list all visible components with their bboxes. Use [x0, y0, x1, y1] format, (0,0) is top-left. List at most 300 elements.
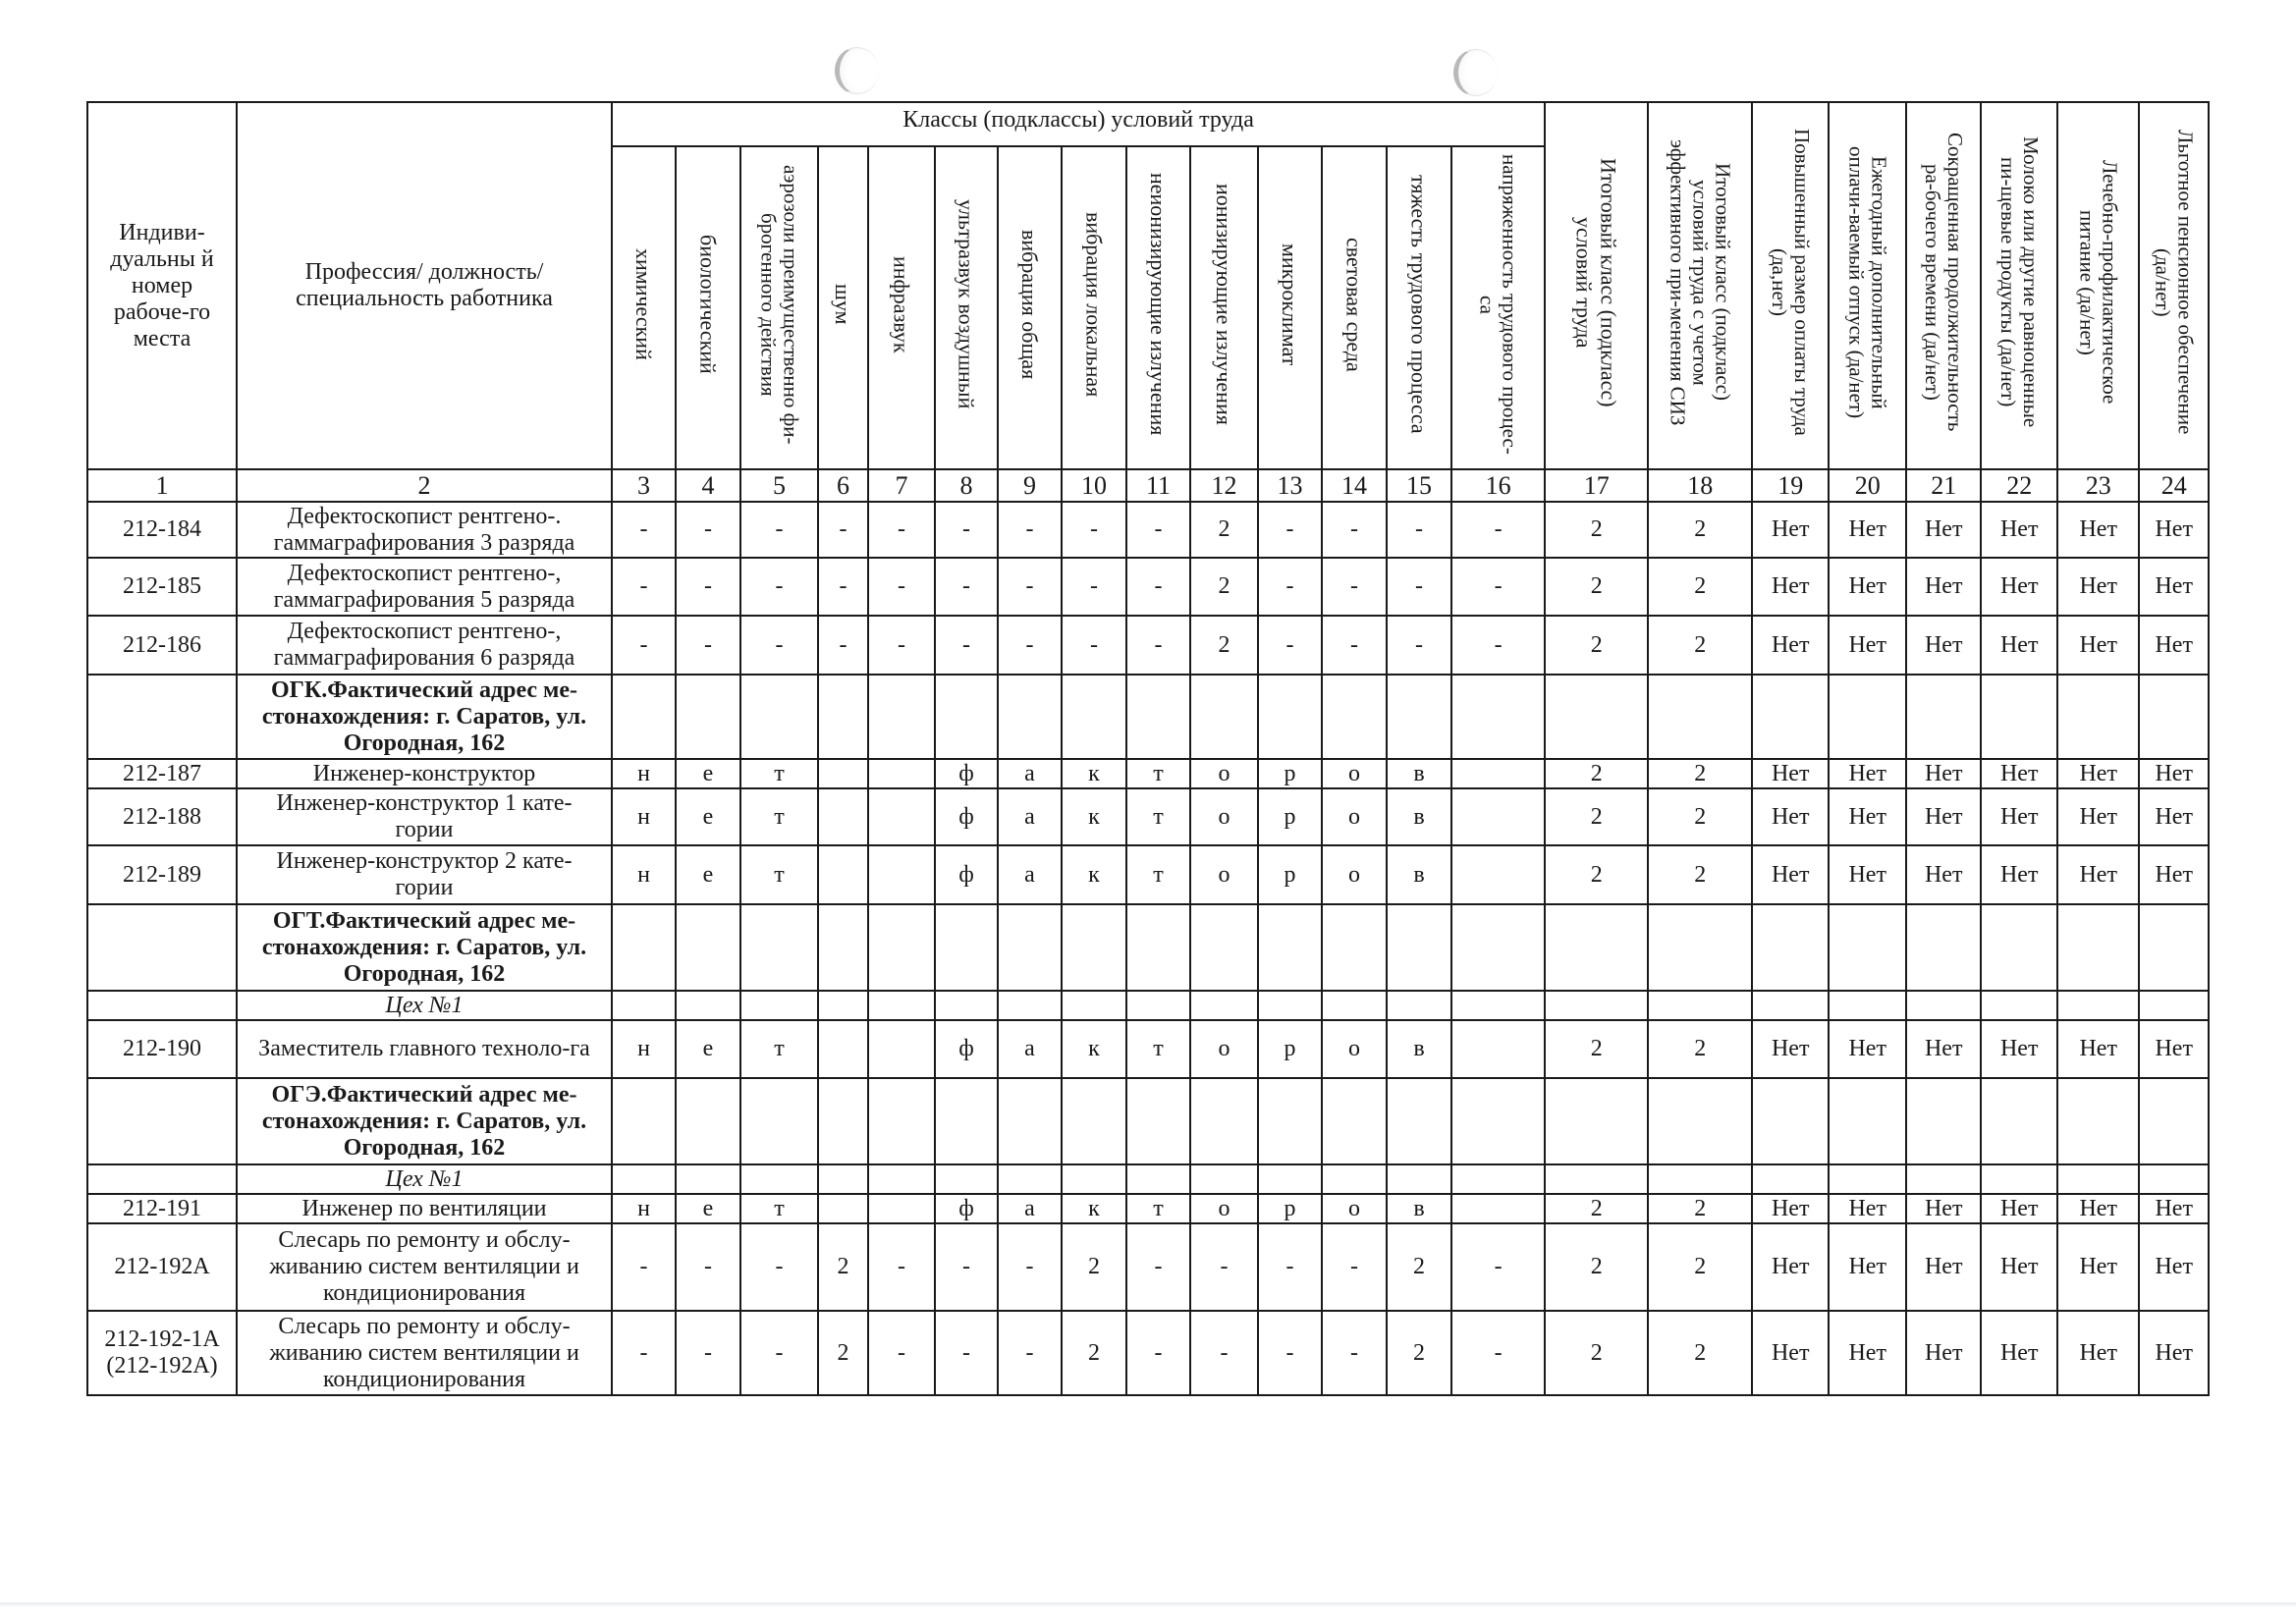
column-number-15: 15	[1387, 469, 1451, 502]
factor-class-9: -	[1126, 616, 1190, 675]
final-class-1: 2	[1545, 1194, 1648, 1223]
factor-class-2	[676, 991, 740, 1020]
factor-class-3	[740, 904, 818, 991]
final-class-2: 2	[1648, 558, 1752, 616]
column-number-4: 4	[676, 469, 740, 502]
final-class-1: 2	[1545, 1311, 1648, 1395]
guarantee-1	[1752, 1164, 1829, 1194]
factor-class-8: 2	[1062, 1223, 1126, 1311]
column-number-14: 14	[1322, 469, 1387, 502]
guarantee-4	[1981, 904, 2057, 991]
factor-class-13	[1387, 1078, 1451, 1164]
header-factor-9-label: неионизирующие излучения	[1146, 173, 1171, 436]
guarantee-6: Нет	[2139, 558, 2209, 616]
final-class-2	[1648, 1164, 1752, 1194]
section-row	[87, 675, 2209, 759]
factor-class-14	[1451, 904, 1545, 991]
guarantee-3: Нет	[1906, 1194, 1981, 1223]
factor-class-9	[1126, 1164, 1190, 1194]
factor-class-8	[1062, 1164, 1126, 1194]
factor-class-13: в	[1387, 1020, 1451, 1078]
factor-class-12	[1322, 904, 1387, 991]
factor-class-14: -	[1451, 1311, 1545, 1395]
factor-class-13: -	[1387, 502, 1451, 558]
guarantee-4	[1981, 675, 2057, 759]
column-number-18: 18	[1648, 469, 1752, 502]
factor-class-4	[818, 845, 868, 904]
guarantee-5: Нет	[2057, 1020, 2139, 1078]
factor-class-5: -	[868, 1223, 935, 1311]
guarantee-1: Нет	[1752, 759, 1829, 788]
profession-name: Заместитель главного техноло-га	[237, 1020, 612, 1078]
factor-class-11: -	[1258, 502, 1322, 558]
factor-class-13: в	[1387, 1194, 1451, 1223]
header-factor-13	[1387, 146, 1451, 469]
final-class-2: 2	[1648, 1311, 1752, 1395]
factor-class-1	[612, 1164, 676, 1194]
factor-class-11: р	[1258, 1194, 1322, 1223]
factor-class-12: о	[1322, 759, 1387, 788]
factor-class-3	[740, 1078, 818, 1164]
guarantee-1: Нет	[1752, 616, 1829, 675]
header-summary-5	[1906, 102, 1981, 469]
guarantee-4	[1981, 1164, 2057, 1194]
factor-class-3: т	[740, 1194, 818, 1223]
factor-class-1: н	[612, 845, 676, 904]
factor-class-2: е	[676, 845, 740, 904]
guarantee-2: Нет	[1829, 788, 1906, 845]
profession-name: Инженер-конструктор 2 кате-гории	[237, 845, 612, 904]
factor-class-2	[676, 904, 740, 991]
column-number-19: 19	[1752, 469, 1829, 502]
factor-class-1: -	[612, 616, 676, 675]
guarantee-1: Нет	[1752, 788, 1829, 845]
guarantee-6	[2139, 991, 2209, 1020]
table-row	[87, 1194, 2209, 1223]
factor-class-2: е	[676, 1020, 740, 1078]
factor-class-11	[1258, 675, 1322, 759]
column-number-20: 20	[1829, 469, 1906, 502]
factor-class-7: -	[998, 1311, 1062, 1395]
column-number-6: 6	[818, 469, 868, 502]
factor-class-6: ф	[935, 845, 998, 904]
factor-class-7: а	[998, 759, 1062, 788]
final-class-1	[1545, 1078, 1648, 1164]
guarantee-1	[1752, 675, 1829, 759]
guarantee-5: Нет	[2057, 558, 2139, 616]
header-factor-12	[1322, 146, 1387, 469]
column-number-11: 11	[1126, 469, 1190, 502]
factor-class-1	[612, 991, 676, 1020]
factor-class-12: -	[1322, 1311, 1387, 1395]
final-class-1: 2	[1545, 616, 1648, 675]
factor-class-12	[1322, 675, 1387, 759]
guarantee-1: Нет	[1752, 558, 1829, 616]
guarantee-4: Нет	[1981, 788, 2057, 845]
factor-class-2: -	[676, 1311, 740, 1395]
factor-class-6: -	[935, 1223, 998, 1311]
profession-name: Слесарь по ремонту и обслу-живанию систем вентиляции и кондиционирования	[237, 1223, 612, 1311]
factor-class-3: -	[740, 1311, 818, 1395]
table-row	[87, 788, 2209, 845]
guarantee-5	[2057, 991, 2139, 1020]
factor-class-13	[1387, 904, 1451, 991]
column-number-22: 22	[1981, 469, 2057, 502]
factor-class-11: -	[1258, 616, 1322, 675]
working-conditions-table	[86, 101, 2210, 1396]
factor-class-3: т	[740, 788, 818, 845]
header-factor-10	[1190, 146, 1258, 469]
column-number-24: 24	[2139, 469, 2209, 502]
factor-class-13: в	[1387, 759, 1451, 788]
profession-name: Слесарь по ремонту и обслу-живанию систем вентиляции и кондиционирования	[237, 1311, 612, 1395]
guarantee-6: Нет	[2139, 1311, 2209, 1395]
final-class-1	[1545, 1164, 1648, 1194]
factor-class-12	[1322, 1164, 1387, 1194]
factor-class-11: -	[1258, 558, 1322, 616]
factor-class-14	[1451, 675, 1545, 759]
guarantee-3	[1906, 1164, 1981, 1194]
factor-class-5	[868, 675, 935, 759]
guarantee-6	[2139, 904, 2209, 991]
factor-class-1	[612, 675, 676, 759]
table-row	[87, 759, 2209, 788]
column-number-21: 21	[1906, 469, 1981, 502]
factor-class-7	[998, 675, 1062, 759]
header-factor-7-label: вибрация общая	[1017, 229, 1042, 380]
factor-class-7: а	[998, 1020, 1062, 1078]
column-number-2: 2	[237, 469, 612, 502]
final-class-2: 2	[1648, 616, 1752, 675]
factor-class-14: -	[1451, 1223, 1545, 1311]
factor-class-5: -	[868, 558, 935, 616]
factor-class-8: к	[1062, 1194, 1126, 1223]
header-factor-5-label: инфразвук	[889, 255, 914, 353]
factor-class-11: р	[1258, 845, 1322, 904]
factor-class-14: -	[1451, 502, 1545, 558]
punch-hole-left	[835, 47, 879, 94]
factor-class-6	[935, 991, 998, 1020]
factor-class-4	[818, 1164, 868, 1194]
header-summary-6-label: Молоко или другие равноценные пи-щевые продукты (да/нет)	[1996, 136, 2044, 428]
factor-class-5	[868, 759, 935, 788]
factor-class-3	[740, 991, 818, 1020]
factor-class-12	[1322, 991, 1387, 1020]
factor-class-6	[935, 904, 998, 991]
header-summary-5-label: Сокращенная продолжительность ра-бочего времени (да/нет)	[1921, 133, 1968, 432]
factor-class-11	[1258, 991, 1322, 1020]
header-summary-2	[1648, 102, 1752, 469]
workplace-id: 212-188	[87, 788, 237, 845]
factor-class-14	[1451, 845, 1545, 904]
guarantee-6: Нет	[2139, 1020, 2209, 1078]
guarantee-6: Нет	[2139, 845, 2209, 904]
guarantee-2: Нет	[1829, 1194, 1906, 1223]
column-number-3: 3	[612, 469, 676, 502]
factor-class-4: 2	[818, 1223, 868, 1311]
department-address: ОГК.Фактический адрес ме-стонахождения: г. Саратов, ул. Огородная, 162	[237, 675, 612, 759]
guarantee-3: Нет	[1906, 1020, 1981, 1078]
factor-class-4	[818, 675, 868, 759]
factor-class-8: -	[1062, 616, 1126, 675]
table-row	[87, 1311, 2209, 1395]
table-row	[87, 558, 2209, 616]
section-row	[87, 1078, 2209, 1164]
header-classes-title: Классы (подклассы) условий труда	[612, 102, 1545, 146]
column-number-8: 8	[935, 469, 998, 502]
factor-class-7: -	[998, 558, 1062, 616]
workplace-id: 212-192-1А (212-192А)	[87, 1311, 237, 1395]
header-summary-6	[1981, 102, 2057, 469]
factor-class-3: -	[740, 558, 818, 616]
factor-class-8: к	[1062, 788, 1126, 845]
guarantee-3	[1906, 991, 1981, 1020]
factor-class-2: -	[676, 1223, 740, 1311]
guarantee-1	[1752, 991, 1829, 1020]
factor-class-11: р	[1258, 759, 1322, 788]
factor-class-12: -	[1322, 616, 1387, 675]
guarantee-5: Нет	[2057, 1223, 2139, 1311]
factor-class-10: о	[1190, 845, 1258, 904]
factor-class-4	[818, 991, 868, 1020]
guarantee-2: Нет	[1829, 1311, 1906, 1395]
guarantee-5	[2057, 904, 2139, 991]
guarantee-6	[2139, 1078, 2209, 1164]
factor-class-14	[1451, 1194, 1545, 1223]
header-summary-4-label: Ежегодный дополнительный оплачи-ваемый отпуск (да/нет)	[1844, 145, 1891, 419]
factor-class-4: 2	[818, 1311, 868, 1395]
department-address: ОГТ.Фактический адрес ме-стонахождения: г. Саратов, ул. Огородная, 162	[237, 904, 612, 991]
factor-class-8: -	[1062, 558, 1126, 616]
factor-class-9: т	[1126, 788, 1190, 845]
header-factor-5	[868, 146, 935, 469]
factor-class-10: -	[1190, 1311, 1258, 1395]
factor-class-4	[818, 1020, 868, 1078]
guarantee-3	[1906, 904, 1981, 991]
guarantee-2: Нет	[1829, 845, 1906, 904]
guarantee-4: Нет	[1981, 502, 2057, 558]
header-summary-1-label: Итоговый класс (подкласс) условий труда	[1571, 157, 1621, 407]
workplace-id: 212-187	[87, 759, 237, 788]
factor-class-2: -	[676, 502, 740, 558]
factor-class-1: -	[612, 1223, 676, 1311]
final-class-2: 2	[1648, 1223, 1752, 1311]
header-factor-11-label: микроклимат	[1278, 243, 1302, 366]
guarantee-2: Нет	[1829, 1020, 1906, 1078]
factor-class-3: т	[740, 759, 818, 788]
factor-class-7: а	[998, 845, 1062, 904]
factor-class-11: -	[1258, 1311, 1322, 1395]
final-class-1: 2	[1545, 558, 1648, 616]
factor-class-2	[676, 1164, 740, 1194]
factor-class-2: е	[676, 788, 740, 845]
workplace-id: 212-189	[87, 845, 237, 904]
final-class-2	[1648, 904, 1752, 991]
profession-name: Дефектоскопист рентгено-. гаммаграфирования 3 разряда	[237, 502, 612, 558]
final-class-2: 2	[1648, 1020, 1752, 1078]
column-number-5: 5	[740, 469, 818, 502]
factor-class-8: к	[1062, 1020, 1126, 1078]
factor-class-13: в	[1387, 845, 1451, 904]
factor-class-6: -	[935, 502, 998, 558]
factor-class-7: а	[998, 788, 1062, 845]
final-class-1: 2	[1545, 788, 1648, 845]
factor-class-5	[868, 904, 935, 991]
guarantee-6: Нет	[2139, 1194, 2209, 1223]
factor-class-14	[1451, 991, 1545, 1020]
header-summary-8-label: Льготное пенсионное обеспечение (да/нет)	[2151, 130, 2198, 435]
column-number-23: 23	[2057, 469, 2139, 502]
factor-class-14	[1451, 1164, 1545, 1194]
header-summary-7-label: Лечебно-профилактическое питание (да/нет)	[2075, 160, 2122, 405]
final-class-1: 2	[1545, 502, 1648, 558]
guarantee-6	[2139, 675, 2209, 759]
factor-class-4	[818, 1078, 868, 1164]
column-number-12: 12	[1190, 469, 1258, 502]
header-factor-13-label: тяжесть трудового процесса	[1406, 175, 1432, 434]
factor-class-13	[1387, 991, 1451, 1020]
factor-class-10: 2	[1190, 502, 1258, 558]
factor-class-6	[935, 1164, 998, 1194]
header-row-top	[87, 102, 2209, 146]
factor-class-13: 2	[1387, 1311, 1451, 1395]
guarantee-3: Нет	[1906, 1311, 1981, 1395]
factor-class-2: е	[676, 759, 740, 788]
column-number-9: 9	[998, 469, 1062, 502]
factor-class-3: -	[740, 1223, 818, 1311]
factor-class-12: о	[1322, 1194, 1387, 1223]
guarantee-2: Нет	[1829, 1223, 1906, 1311]
factor-class-12	[1322, 1078, 1387, 1164]
guarantee-6: Нет	[2139, 759, 2209, 788]
final-class-1	[1545, 675, 1648, 759]
factor-class-4	[818, 1194, 868, 1223]
guarantee-4	[1981, 991, 2057, 1020]
factor-class-6	[935, 675, 998, 759]
factor-class-13: -	[1387, 558, 1451, 616]
factor-class-1: н	[612, 788, 676, 845]
header-factor-6	[935, 146, 998, 469]
workshop-label: Цех №1	[237, 1164, 612, 1194]
guarantee-4: Нет	[1981, 558, 2057, 616]
final-class-2	[1648, 991, 1752, 1020]
workplace-id	[87, 1164, 237, 1194]
guarantee-5	[2057, 1078, 2139, 1164]
factor-class-3: -	[740, 502, 818, 558]
header-factor-2	[676, 146, 740, 469]
header-factor-11	[1258, 146, 1322, 469]
factor-class-2	[676, 1078, 740, 1164]
factor-class-7: -	[998, 616, 1062, 675]
final-class-2	[1648, 675, 1752, 759]
factor-class-4: -	[818, 558, 868, 616]
factor-class-2: -	[676, 616, 740, 675]
factor-class-5	[868, 1194, 935, 1223]
header-factor-9	[1126, 146, 1190, 469]
factor-class-9: -	[1126, 502, 1190, 558]
factor-class-10: 2	[1190, 616, 1258, 675]
factor-class-1: -	[612, 558, 676, 616]
factor-class-5	[868, 1164, 935, 1194]
header-factor-8-label: вибрация локальная	[1081, 211, 1107, 398]
workplace-id	[87, 675, 237, 759]
guarantee-2	[1829, 904, 1906, 991]
workplace-id	[87, 991, 237, 1020]
factor-class-10	[1190, 1164, 1258, 1194]
factor-class-10: -	[1190, 1223, 1258, 1311]
factor-class-1: н	[612, 1020, 676, 1078]
factor-class-9: -	[1126, 1311, 1190, 1395]
factor-class-1: -	[612, 502, 676, 558]
guarantee-6: Нет	[2139, 502, 2209, 558]
header-summary-7	[2057, 102, 2139, 469]
factor-class-6: -	[935, 558, 998, 616]
header-factor-14-label: напряженность трудового процес-са	[1475, 154, 1522, 455]
factor-class-8: к	[1062, 759, 1126, 788]
table-row	[87, 616, 2209, 675]
factor-class-9	[1126, 675, 1190, 759]
header-workplace-id: Индиви-дуальны й номер рабоче-го места	[87, 102, 237, 469]
guarantee-4: Нет	[1981, 845, 2057, 904]
profession-name: Инженер по вентиляции	[237, 1194, 612, 1223]
factor-class-11: р	[1258, 1020, 1322, 1078]
guarantee-2	[1829, 675, 1906, 759]
factor-class-1: н	[612, 1194, 676, 1223]
header-factor-2-label: биологический	[695, 235, 721, 374]
guarantee-4: Нет	[1981, 1223, 2057, 1311]
guarantee-1: Нет	[1752, 1194, 1829, 1223]
table-row	[87, 845, 2209, 904]
header-factor-12-label: световая среда	[1341, 237, 1367, 372]
factor-class-8: -	[1062, 502, 1126, 558]
final-class-2: 2	[1648, 1194, 1752, 1223]
guarantee-4: Нет	[1981, 759, 2057, 788]
factor-class-9	[1126, 991, 1190, 1020]
workplace-id: 212-186	[87, 616, 237, 675]
guarantee-4: Нет	[1981, 1194, 2057, 1223]
factor-class-6: -	[935, 616, 998, 675]
factor-class-2: -	[676, 558, 740, 616]
factor-class-14	[1451, 759, 1545, 788]
guarantee-1: Нет	[1752, 845, 1829, 904]
table-row	[87, 502, 2209, 558]
profession-name: Дефектоскопист рентгено-, гаммаграфирования 5 разряда	[237, 558, 612, 616]
factor-class-14	[1451, 1020, 1545, 1078]
column-number-17: 17	[1545, 469, 1648, 502]
header-summary-2-label: Итоговый класс (подкласс) условий труда с учетом эффективного при-менения СИЗ	[1666, 138, 1735, 426]
factor-class-9: т	[1126, 1194, 1190, 1223]
guarantee-4	[1981, 1078, 2057, 1164]
factor-class-10: о	[1190, 759, 1258, 788]
final-class-1: 2	[1545, 1020, 1648, 1078]
final-class-1: 2	[1545, 1223, 1648, 1311]
header-factor-1	[612, 146, 676, 469]
header-factor-4-label: шум	[831, 284, 855, 325]
factor-class-4: -	[818, 502, 868, 558]
guarantee-5: Нет	[2057, 502, 2139, 558]
guarantee-4: Нет	[1981, 1311, 2057, 1395]
factor-class-7: а	[998, 1194, 1062, 1223]
guarantee-2: Нет	[1829, 616, 1906, 675]
final-class-1: 2	[1545, 845, 1648, 904]
factor-class-13: -	[1387, 616, 1451, 675]
header-profession: Профессия/ должность/ специальность работника	[237, 102, 612, 469]
column-number-1: 1	[87, 469, 237, 502]
guarantee-6: Нет	[2139, 1223, 2209, 1311]
final-class-2: 2	[1648, 788, 1752, 845]
factor-class-11	[1258, 1164, 1322, 1194]
factor-class-8: к	[1062, 845, 1126, 904]
